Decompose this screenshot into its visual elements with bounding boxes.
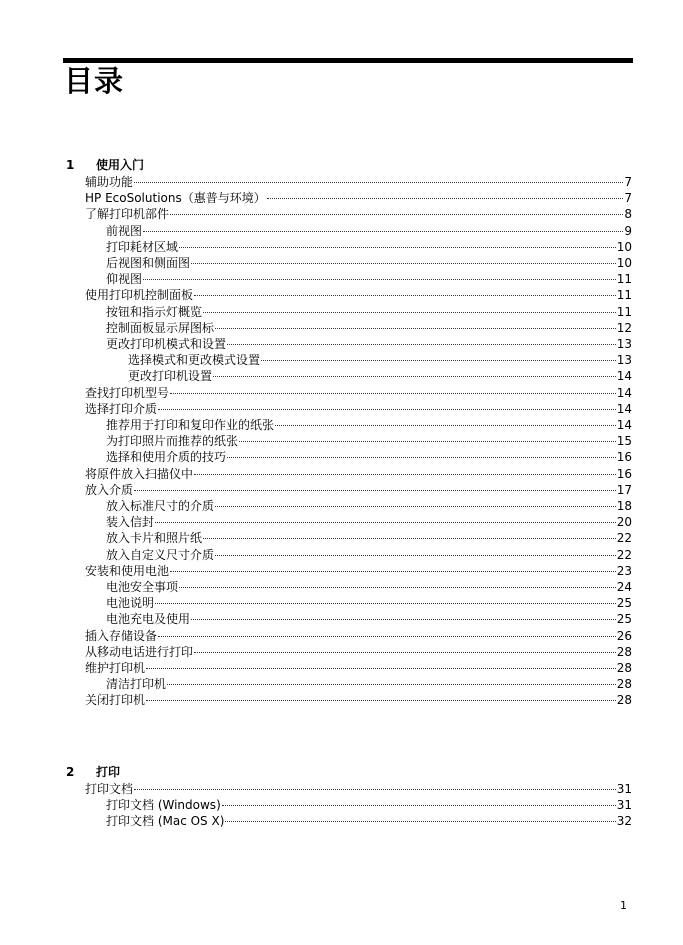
toc-entry-page: 23 — [616, 563, 632, 578]
dot-leader — [261, 360, 616, 361]
dot-leader — [239, 441, 616, 442]
dot-leader — [222, 805, 616, 806]
toc-entry[interactable] — [85, 206, 632, 222]
dot-leader — [167, 684, 616, 685]
toc-entry[interactable] — [106, 417, 632, 433]
dot-leader — [215, 328, 616, 329]
toc-entry-label: 选择打印介质 — [85, 401, 158, 416]
toc-entry-label: 推荐用于打印和复印作业的纸张 — [106, 418, 275, 432]
toc-entry-page: 14 — [616, 401, 632, 416]
toc-entry-page: 13 — [616, 337, 632, 351]
toc-entry[interactable] — [106, 813, 632, 829]
dot-leader — [267, 198, 624, 199]
toc-entry[interactable] — [85, 174, 632, 190]
dot-leader — [213, 376, 616, 377]
footer-page-number: 1 — [620, 899, 627, 912]
chapter-title: 打印 — [96, 765, 121, 779]
toc-entry-page: 7 — [624, 191, 632, 206]
dot-leader — [158, 636, 616, 637]
toc-entry-label: 电池安全事项 — [106, 580, 179, 594]
toc-entry-page: 22 — [616, 531, 632, 546]
toc-entry-page: 18 — [616, 499, 632, 513]
toc-entry-page: 28 — [616, 693, 632, 708]
chapter-number: 1 — [66, 158, 75, 172]
dot-leader — [134, 182, 623, 183]
page-title: 目录 — [64, 64, 125, 98]
toc-entry-label: 打印文档 (Mac OS X) — [106, 814, 225, 829]
toc-entry[interactable] — [85, 466, 632, 482]
dot-leader — [203, 538, 616, 539]
toc-entry-page: 10 — [616, 256, 632, 270]
toc-entry-page: 11 — [616, 288, 632, 303]
toc-entry-label: 了解打印机部件 — [85, 207, 170, 222]
toc-entry-page: 16 — [616, 466, 632, 481]
toc-entry-page: 14 — [616, 418, 632, 432]
toc-entry[interactable] — [106, 223, 632, 239]
toc-entry-label: 维护打印机 — [85, 661, 146, 675]
dot-leader — [203, 312, 616, 313]
dot-leader — [179, 587, 616, 588]
dot-leader — [227, 344, 616, 345]
dot-leader — [134, 490, 616, 491]
toc-entry-label: 查找打印机型号 — [85, 385, 170, 400]
toc-entry-label: 更改打印机设置 — [128, 369, 213, 384]
toc-entry-page: 17 — [616, 482, 632, 497]
dot-leader — [275, 425, 616, 426]
toc-entry-label: 关闭打印机 — [85, 693, 146, 708]
toc-entry-page: 20 — [616, 515, 632, 530]
toc-entry[interactable] — [85, 660, 632, 676]
dot-leader — [191, 263, 616, 264]
toc-entry-page: 11 — [616, 304, 632, 319]
dot-leader — [146, 668, 616, 669]
toc-entry-label: 电池说明 — [106, 596, 155, 611]
toc-entry[interactable] — [85, 692, 632, 708]
toc-entry-page: 13 — [616, 353, 632, 368]
toc-entry-page: 11 — [616, 272, 632, 287]
toc-entry-page: 15 — [616, 434, 632, 449]
toc-entry-label: 放入自定义尺寸介质 — [106, 547, 215, 562]
toc-entry-page: 26 — [616, 628, 632, 643]
toc-entry[interactable] — [106, 611, 632, 627]
toc-entry[interactable] — [85, 401, 632, 417]
dot-leader — [146, 700, 616, 701]
toc-entry-page: 31 — [616, 798, 632, 813]
dot-leader — [155, 522, 616, 523]
dot-leader — [194, 295, 616, 296]
toc-entry-label: 电池充电及使用 — [106, 612, 191, 627]
toc-entry-label: 选择和使用介质的技巧 — [106, 450, 227, 465]
dot-leader — [191, 619, 616, 620]
toc-entry-page: 8 — [624, 207, 632, 222]
toc-entry-label: 从移动电话进行打印 — [85, 644, 194, 659]
dot-leader — [143, 279, 616, 280]
toc-entry-page: 28 — [616, 661, 632, 675]
toc-entry[interactable] — [85, 628, 632, 644]
dot-leader — [194, 652, 616, 653]
toc-entry[interactable] — [85, 644, 632, 660]
toc-entry-label: 放入介质 — [85, 482, 134, 497]
toc-entry[interactable] — [106, 530, 632, 546]
toc-entry-page: 32 — [616, 814, 632, 829]
chapter-number: 2 — [66, 765, 75, 779]
toc-entry-page: 14 — [616, 385, 632, 400]
toc-entry[interactable] — [85, 482, 632, 498]
dot-leader — [194, 474, 616, 475]
toc-entry[interactable] — [85, 385, 632, 401]
toc-entry[interactable] — [106, 433, 632, 449]
dot-leader — [170, 393, 616, 394]
toc-entry-page: 22 — [616, 547, 632, 562]
chapter-title: 使用入门 — [96, 158, 145, 172]
toc-entry-label: 更改打印机模式和设置 — [106, 337, 227, 351]
toc-entry[interactable] — [106, 514, 632, 530]
toc-entry-page: 10 — [616, 239, 632, 254]
toc-entry-page: 24 — [616, 580, 632, 594]
dot-leader — [225, 821, 615, 822]
toc-entry-label: 将原件放入扫描仪中 — [85, 466, 194, 481]
toc-entry-label: 后视图和侧面图 — [106, 256, 191, 270]
dot-leader — [215, 506, 616, 507]
toc-entry[interactable] — [106, 676, 632, 692]
toc-entry-page: 9 — [624, 223, 632, 238]
toc-entry-label: 仰视图 — [106, 272, 143, 287]
toc-entry[interactable] — [128, 352, 632, 368]
toc-entry[interactable] — [106, 304, 632, 320]
toc-entry[interactable] — [128, 368, 632, 384]
toc-entry-label: 控制面板显示屏图标 — [106, 320, 215, 335]
toc-entry-label: 放入标准尺寸的介质 — [106, 499, 215, 513]
toc-entry-label: 为打印照片而推荐的纸张 — [106, 434, 239, 449]
dot-leader — [170, 571, 616, 572]
toc-entry-page: 14 — [616, 369, 632, 384]
toc-entry-label: 使用打印机控制面板 — [85, 288, 194, 303]
dot-leader — [155, 603, 616, 604]
dot-leader — [170, 214, 623, 215]
toc-entry[interactable] — [106, 449, 632, 465]
dot-leader — [179, 247, 616, 248]
toc-entry-label: 装入信封 — [106, 515, 155, 530]
toc-entry[interactable] — [85, 190, 632, 206]
toc-entry-page: 31 — [616, 782, 632, 796]
toc-entry[interactable] — [106, 320, 632, 336]
toc-entry-page: 28 — [616, 677, 632, 692]
toc-entry-label: 前视图 — [106, 223, 143, 238]
toc-entry-label: 打印文档 — [85, 782, 134, 796]
toc-entry[interactable] — [85, 781, 632, 797]
toc-entry-label: 插入存储设备 — [85, 628, 158, 643]
dot-leader — [227, 457, 616, 458]
toc-entry-page: 7 — [624, 175, 632, 189]
toc-entry-page: 25 — [616, 612, 632, 627]
toc-entry-label: 安装和使用电池 — [85, 563, 170, 578]
toc-entry[interactable] — [106, 271, 632, 287]
toc-entry-page: 25 — [616, 596, 632, 611]
dot-leader — [143, 231, 623, 232]
toc-entry-label: 打印耗材区域 — [106, 239, 179, 254]
toc-entry-page: 16 — [616, 450, 632, 465]
toc-entry-label: 辅助功能 — [85, 175, 134, 189]
toc-entry-label: 按钮和指示灯概览 — [106, 304, 203, 319]
dot-leader — [158, 409, 616, 410]
toc-entry-label: 清洁打印机 — [106, 677, 167, 692]
toc-entry[interactable] — [106, 547, 632, 563]
toc-entry[interactable] — [106, 239, 632, 255]
toc-entry[interactable] — [85, 287, 632, 303]
toc-entry-label: HP EcoSolutions（惠普与环境） — [85, 191, 266, 206]
toc-entry[interactable] — [106, 255, 632, 271]
dot-leader — [215, 555, 616, 556]
toc-entry[interactable] — [106, 595, 632, 611]
toc-entry[interactable] — [106, 797, 632, 813]
toc-entry-label: 放入卡片和照片纸 — [106, 531, 203, 546]
toc-entry-page: 28 — [616, 644, 632, 659]
toc-entry[interactable] — [106, 336, 632, 352]
toc-entry-page: 12 — [616, 320, 632, 335]
toc-entry[interactable] — [85, 563, 632, 579]
toc-entry-label: 打印文档 (Windows) — [106, 798, 221, 813]
dot-leader — [134, 789, 616, 790]
top-rule — [63, 58, 633, 63]
toc-entry[interactable] — [106, 579, 632, 595]
toc-entry-label: 选择模式和更改模式设置 — [128, 353, 261, 368]
toc-entry[interactable] — [106, 498, 632, 514]
